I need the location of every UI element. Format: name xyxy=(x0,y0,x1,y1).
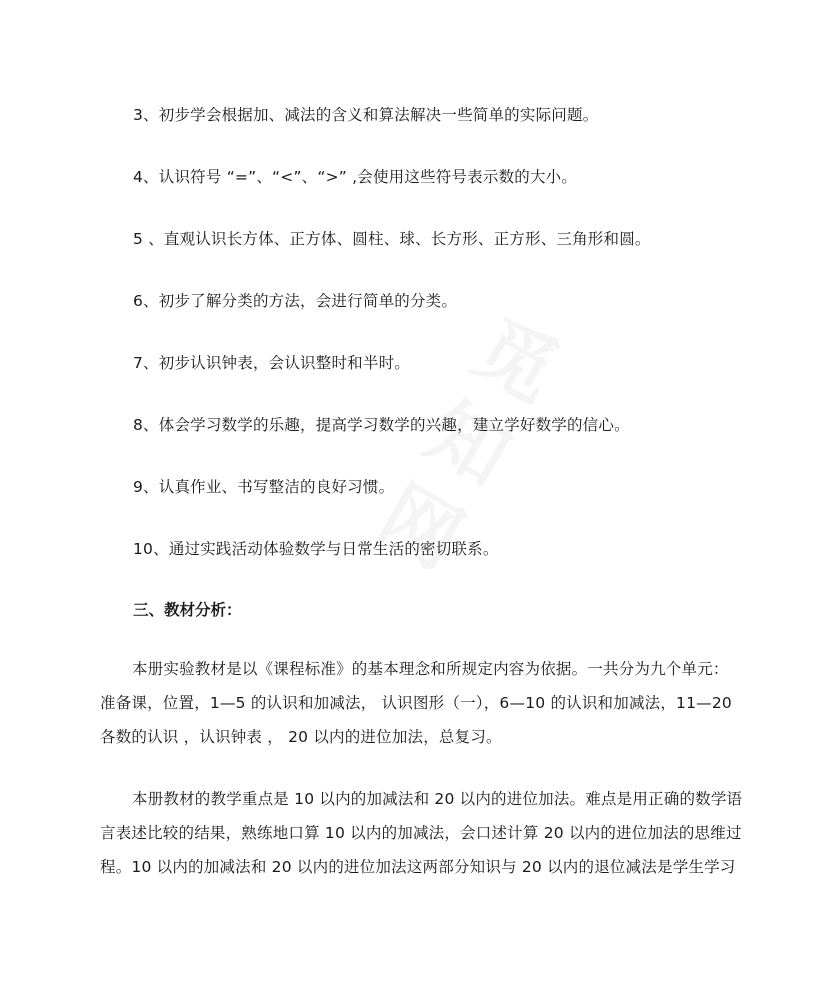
material-analysis-paragraph-1 xyxy=(100,652,736,754)
material-analysis-paragraph-2 xyxy=(100,782,743,884)
watermark-char xyxy=(383,368,552,521)
paragraph-text: 程。10 以内的加减法和 20 以内的进位加法这两部分知识与 20 以内的退位减法是学生学习 xyxy=(100,858,736,876)
objective-item-4: 4、认识符号 “=”、“<”、“>” ,会使用这些符号表示数的大小。 xyxy=(133,168,578,186)
paragraph-text: 本册教材的教学重点是 10 以内的加减法和 20 以内的进位加法。难点是用正确的数学语 xyxy=(132,790,743,808)
section-heading: 三、教材分析： xyxy=(133,601,242,619)
objective-item-7: 7、初步认识钟表，会认识整时和半时。 xyxy=(133,354,410,372)
watermark-char xyxy=(335,451,504,604)
paragraph-text: 言表述比较的结果，熟练地口算 10 以内的加减法，会口述计算 20 以内的进位加法的思维过 xyxy=(100,824,742,842)
paragraph-line xyxy=(100,686,736,720)
watermark xyxy=(329,285,600,615)
objective-item-6: 6、初步了解分类的方法，会进行简单的分类。 xyxy=(133,292,458,310)
paragraph-line xyxy=(100,720,736,754)
paragraph-line xyxy=(100,782,743,816)
paragraph-text: 各数的认识 ，认识钟表 ， 20 以内的进位加法，总复习。 xyxy=(100,728,502,746)
objective-item-3: 3、初步学会根据加、减法的含义和算法解决一些简单的实际问题。 xyxy=(133,106,599,124)
paragraph-line xyxy=(100,816,742,850)
objective-item-10: 10、通过实践活动体验数学与日常生活的密切联系。 xyxy=(133,540,499,558)
objective-item-9: 9、认真作业、书写整洁的良好习惯。 xyxy=(133,478,395,496)
objective-item-5: 5 、直观认识长方体、正方体、圆柱、球、长方形、正方形、三角形和圆。 xyxy=(133,230,651,248)
paragraph-line xyxy=(100,652,736,686)
paragraph-line xyxy=(100,850,736,884)
paragraph-text: 本册实验教材是以《课程标准》的基本理念和所规定内容为依据。一共分为九个单元： xyxy=(132,660,729,678)
objective-item-8: 8、体会学习数学的乐趣，提高学习数学的兴趣，建立学好数学的信心。 xyxy=(133,416,630,434)
paragraph-text: 准备课，位置，1—5 的认识和加减法， 认识图形（一），6—10 的认识和加减法，11—20 xyxy=(100,694,732,712)
